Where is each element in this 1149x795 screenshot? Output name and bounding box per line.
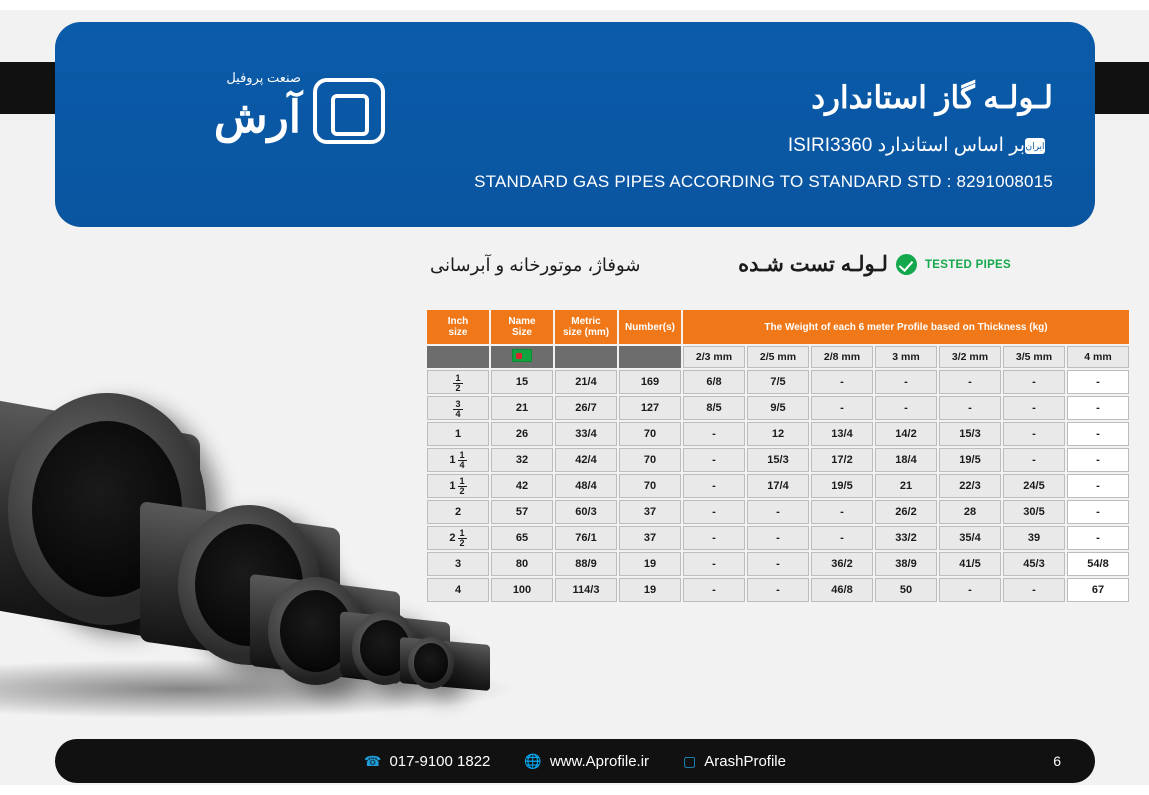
cell-weight-5: - [939,396,1001,420]
cell-weight-3: 17/2 [811,448,873,472]
cell-weight-5: 15/3 [939,422,1001,446]
table-row [427,552,1129,576]
cell-numbers: 70 [619,422,681,446]
tested-pipes-label-en: TESTED PIPES [924,258,1011,271]
cell-metric-size: 76/1 [555,526,617,550]
cell-weight-4: 26/2 [875,500,937,524]
cell-inch-size: 2 [427,500,489,524]
cell-name-size: 42 [491,474,553,498]
th-metric-size: Metric size (mm) [555,310,617,344]
iran-standard-badge: ایران [1025,138,1045,154]
cell-numbers: 70 [619,448,681,472]
table-thickness-row [427,346,1129,368]
cell-weight-1: - [683,578,745,602]
cell-inch-size: 1 [427,422,489,446]
cell-name-size: 26 [491,422,553,446]
cell-name-size: 65 [491,526,553,550]
cell-weight-3: - [811,500,873,524]
footer-website[interactable] [524,753,649,770]
logo-mark-icon [313,78,385,144]
table-row [427,474,1129,498]
cell-weight-1: - [683,500,745,524]
phone-icon: ☎ [364,752,382,769]
cell-weight-2: - [747,526,809,550]
cell-metric-size: 42/4 [555,448,617,472]
cell-weight-3: - [811,370,873,394]
pipe-specs-table [425,308,1131,604]
check-circle-icon [896,254,917,275]
cell-weight-2: 7/5 [747,370,809,394]
table-row [427,500,1129,524]
cell-metric-size: 33/4 [555,422,617,446]
cell-weight-4: - [875,396,937,420]
sub-blank-3 [619,346,681,368]
cell-weight-4: 14/2 [875,422,937,446]
pipes-photo [0,355,520,755]
cell-weight-2: 9/5 [747,396,809,420]
th-weight-group: The Weight of each 6 meter Profile based on Thickness (kg) [683,310,1129,344]
cell-numbers: 169 [619,370,681,394]
cell-weight-6: 39 [1003,526,1065,550]
page-number: 6 [1053,753,1061,769]
cell-weight-4: 33/2 [875,526,937,550]
cell-weight-3: 13/4 [811,422,873,446]
cell-weight-3: 46/8 [811,578,873,602]
footer-phone[interactable] [364,753,490,770]
cell-weight-1: - [683,552,745,576]
cell-weight-5: 28 [939,500,1001,524]
cell-weight-2: - [747,552,809,576]
pipes-shadow [0,659,520,719]
cell-weight-4: 50 [875,578,937,602]
footer-bar [55,739,1095,783]
sub-blank-2 [555,346,617,368]
cell-weight-2: 15/3 [747,448,809,472]
thickness-header-5: 3/2 mm [939,346,1001,368]
cell-metric-size: 26/7 [555,396,617,420]
table-row [427,396,1129,420]
cell-weight-1: - [683,526,745,550]
tested-pipes-caption [738,252,1011,277]
cell-inch-size: 1 $\frac{1}{4}$ [427,448,489,472]
header-banner [55,22,1095,227]
thickness-header-7: 4 mm [1067,346,1129,368]
cell-inch-size: 3 [427,552,489,576]
cell-inch-size: 4 [427,578,489,602]
cell-weight-7: - [1067,396,1129,420]
cell-metric-size: 48/4 [555,474,617,498]
cell-weight-7: - [1067,370,1129,394]
logo-brand-name: آرش [213,93,301,142]
table-row [427,448,1129,472]
thickness-header-4: 3 mm [875,346,937,368]
cell-weight-3: - [811,526,873,550]
cell-weight-2: - [747,578,809,602]
thickness-header-6: 3/5 mm [1003,346,1065,368]
cell-name-size: 80 [491,552,553,576]
cell-weight-3: 19/5 [811,474,873,498]
cell-name-size: 15 [491,370,553,394]
cell-numbers: 19 [619,578,681,602]
cell-weight-6: - [1003,396,1065,420]
cell-inch-size: 2 $\frac{1}{2}$ [427,526,489,550]
cell-numbers: 70 [619,474,681,498]
cell-name-size: 57 [491,500,553,524]
thickness-header-3: 2/8 mm [811,346,873,368]
cell-weight-2: 12 [747,422,809,446]
cell-weight-5: - [939,578,1001,602]
cell-weight-2: - [747,500,809,524]
cell-weight-6: 45/3 [1003,552,1065,576]
cell-weight-7: - [1067,500,1129,524]
cell-weight-1: - [683,474,745,498]
cell-name-size: 100 [491,578,553,602]
tested-pipes-label-fa: لـولـه تست شـده [738,253,888,276]
instagram-icon: ▢ [683,752,697,769]
table-row [427,370,1129,394]
cell-weight-6: 24/5 [1003,474,1065,498]
standard-subtitle-en: STANDARD GAS PIPES ACCORDING TO STANDARD STD : 8291008015 [474,172,1053,191]
cell-weight-7: - [1067,474,1129,498]
cell-weight-5: 22/3 [939,474,1001,498]
cell-inch-size: $\frac{1}{2}$ [427,370,489,394]
cell-metric-size: 114/3 [555,578,617,602]
cell-weight-2: 17/4 [747,474,809,498]
cell-metric-size: 88/9 [555,552,617,576]
thickness-header-1: 2/3 mm [683,346,745,368]
cell-weight-7: 67 [1067,578,1129,602]
cell-weight-7: - [1067,422,1129,446]
cell-weight-5: 19/5 [939,448,1001,472]
standard-subtitle-text: بر اساس استاندارد ISIRI3360 [787,135,1025,156]
standard-subtitle [788,134,1053,157]
bottom-margin [0,785,1149,795]
th-inch-size: Inch size [427,310,489,344]
cell-weight-4: 38/9 [875,552,937,576]
footer-phone-text: 017-9100 1822 [389,752,491,770]
footer-instagram-text: ArashProfile [704,752,786,770]
cell-name-size: 21 [491,396,553,420]
cell-weight-6: - [1003,422,1065,446]
logo-tagline: صنعت پروفیل [226,70,301,85]
cell-weight-7: - [1067,526,1129,550]
cell-inch-size: $\frac{3}{4}$ [427,396,489,420]
cell-weight-1: 8/5 [683,396,745,420]
cell-numbers: 127 [619,396,681,420]
cell-weight-4: 18/4 [875,448,937,472]
thickness-header-2: 2/5 mm [747,346,809,368]
cell-weight-7: 54/8 [1067,552,1129,576]
cell-metric-size: 21/4 [555,370,617,394]
table-row [427,422,1129,446]
th-numbers: Number(s) [619,310,681,344]
cell-inch-size: 1 $\frac{1}{2}$ [427,474,489,498]
cell-weight-1: - [683,422,745,446]
cell-weight-7: - [1067,448,1129,472]
cell-metric-size: 60/3 [555,500,617,524]
th-name-size: Name Size [491,310,553,344]
company-logo [95,70,385,160]
table-header-row [427,310,1129,344]
table-row [427,526,1129,550]
cell-weight-5: - [939,370,1001,394]
cell-weight-4: - [875,370,937,394]
page-title: لـولـه گاز استاندارد [811,80,1053,115]
cell-weight-1: 6/8 [683,370,745,394]
cell-name-size: 32 [491,448,553,472]
footer-website-text: www.Aprofile.ir [549,752,650,770]
cell-weight-4: 21 [875,474,937,498]
cell-weight-6: 30/5 [1003,500,1065,524]
cell-weight-3: 36/2 [811,552,873,576]
cell-weight-6: - [1003,448,1065,472]
globe-icon: 🌐 [524,752,542,769]
cell-weight-5: 35/4 [939,526,1001,550]
top-margin [0,0,1149,10]
cell-numbers: 19 [619,552,681,576]
cell-weight-5: 41/5 [939,552,1001,576]
cell-weight-1: - [683,448,745,472]
cell-numbers: 37 [619,500,681,524]
applications-caption: شوفاژ، موتورخانه و آبرسانی [430,255,641,275]
cell-weight-6: - [1003,370,1065,394]
footer-instagram[interactable] [683,753,786,770]
table-row [427,578,1129,602]
cell-numbers: 37 [619,526,681,550]
cell-weight-3: - [811,396,873,420]
cell-weight-6: - [1003,578,1065,602]
